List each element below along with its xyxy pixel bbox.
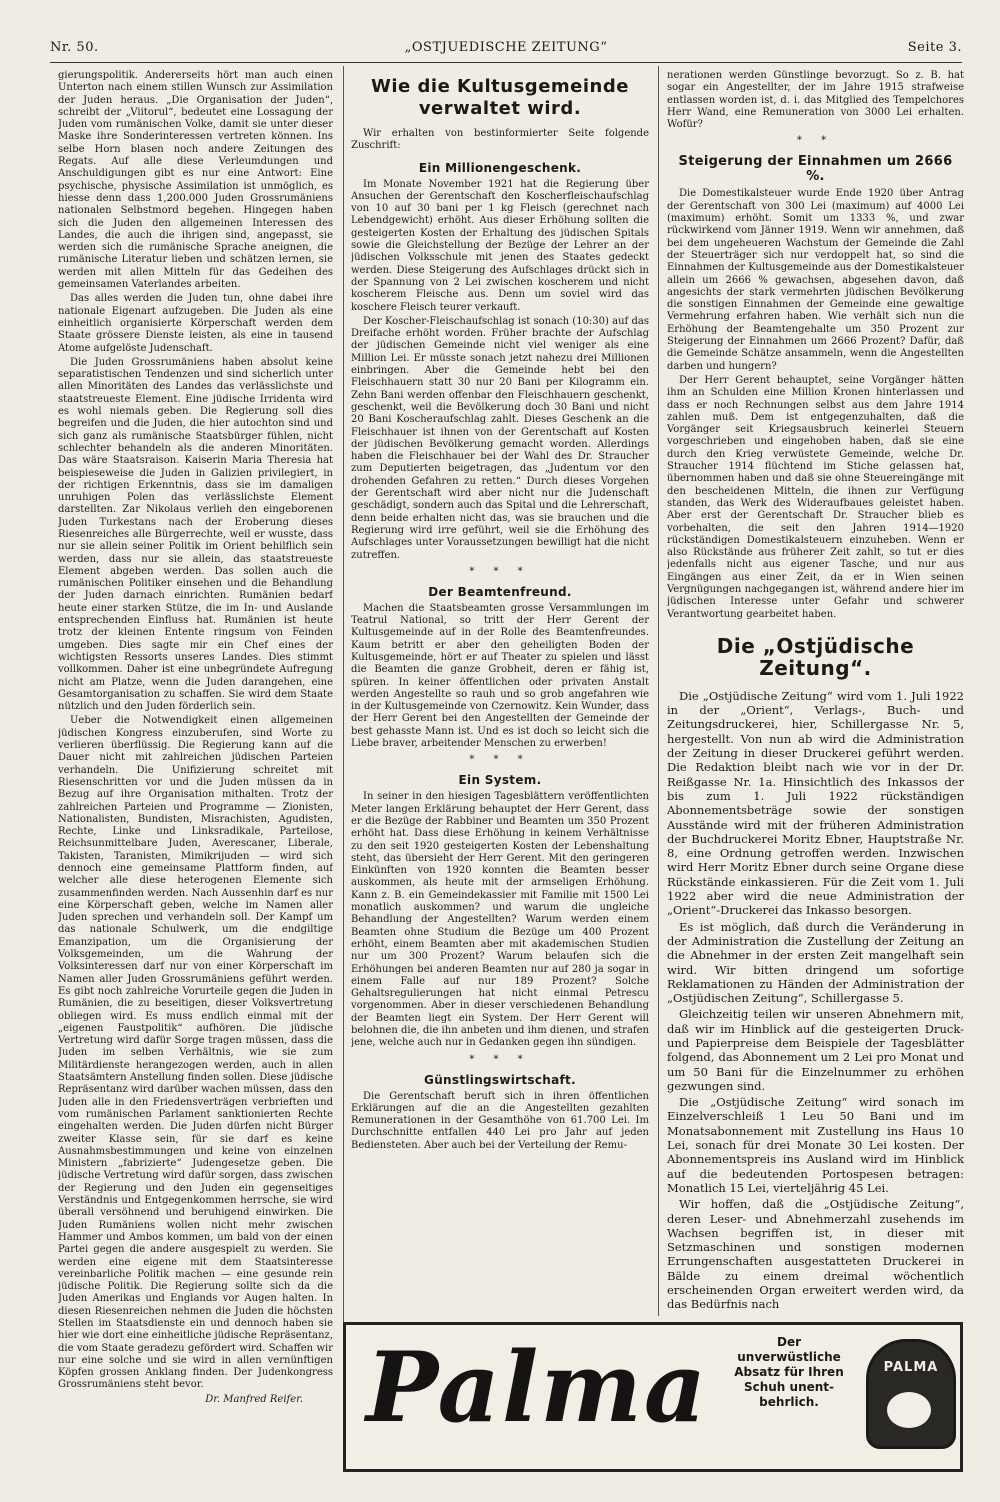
article-paragraph: Der Herr Gerent behauptet, seine Vorgänger hätten ihm an Schulden eine Million Kronen hinterlassen und dass er noch Rechnungen selbst aus dem Jahre 1914 zahlen muß. Dem ist entgegenzuhalten, daß die Vorgänger seit Kriegsausbruch keinerlei Steuern vorgeschrieben und eingehoben haben, daß sie eine durch den Krieg verwüstete Gemeinde, welche Dr. Straucher 1914 flüchtend im Stiche gelassen hat, übernommen haben und daß sie ohne Steuereingänge mit den bescheidenen Mitteln, die ihnen zur Verfügung standen, das Werk des Wideraufbaues geleistet haben. Aber erst der Gerentschaft Dr. Straucher blieb es vorbehalten, die seit den Jahren 1914—1920 rückständigen Domestikalsteuern einzuheben. Wenn er also Rückstände aus früherer Zeit zahlt, so tut er dies jedenfalls nicht aus eigener Tasche, und nur aus Eingängen aus einer Zeit, da er in Wien seinen Vergnügungen nachgegangen ist, während andere hier im jüdischen Interesse unter Gefahr und schwerer Verantwortung gearbeitet haben. (667, 374, 964, 620)
notice-title: Die „Ostjüdische Zeitung“. (716, 633, 915, 680)
article-column-2 (351, 70, 649, 1320)
page-header (50, 40, 962, 62)
notice-paragraph: Gleichzeitig teilen wir unseren Abnehmern mit, daß wir im Hinblick auf die gesteigerten Druck- und Papierpreise dem Beispiele der Tagesblätter folgend, das Abonnement um 2 Lei pro Monat und um 50 Bani für die Einzelnummer zu erhöhen gezwungen sind. (667, 1007, 964, 1093)
article-paragraph: Machen die Staatsbeamten grosse Versammlungen im Teatrul National, so tritt der Herr Gerent der Kultusgemeinde auf in der Rolle des Beamtenfreundes. Kaum betritt er aber den geheiligten Boden der Kultusgemeinde, hört er auf Theater zu spielen und lässt die Beamten die ganze Grobheit, deren er fähig ist, spüren. In keiner öffentlichen oder privaten Anstalt werden Angestellte so rauh und so grob angefahren wie in der Kultusgemeinde von Czernowitz. Kein Wunder, dass der Herr Gerent bei den Angestellten der Gemeinde der best gehasste Mann ist. Und es ist doch so leicht sich die Liebe braver, arbeitender Menschen zu erwerben! (351, 602, 649, 750)
ad-slogan-line: Absatz für Ihren (734, 1365, 844, 1379)
palma-advertisement (343, 1322, 963, 1472)
ad-brand-logo: Palma (366, 1331, 709, 1444)
notice-paragraph: Die „Ostjüdische Zeitung“ wird sonach im Einzelverschleiß 1 Leu 50 Bani und im Monatsabonnement mit Zustellung ins Haus 10 Lei, sonach für drei Monate 30 Lei kosten. Der Abonnementspreis ins Ausland wird im Hinblick auf die bedeutenden Portospesen betragen: Monatlich 15 Lei, vierteljährig 45 Lei. (667, 1095, 964, 1195)
article-intro: Wir erhalten von bestinformierter Seite folgende Zuschrift: (351, 128, 649, 152)
section-heading: Der Beamtenfreund. (428, 584, 572, 599)
section-separator: * * * (469, 754, 531, 766)
article-paragraph: Ueber die Notwendigkeit einen allgemeinen jüdischen Kongress einzuberufen, sind Worte zu verlieren überflüssig. Die Regierung kann auf die Dauer nicht mit zahlreichen jüdischen Parteien verhandeln. Die Unifizierung schreitet mit Riesenschritten vor und die Juden müssen da in Bezug auf ihre Organisation mithalten. Trotz der zahlreichen Parteien und Programme — Zionisten, Nationalisten, Bundisten, Misrachisten, Agudisten, Rechte, Linke und Linksradikale, Parteilose, Reichsunmittelbare Juden, Averescaner, Liberale, Takisten, Taranisten, Mimikrijuden — wird sich dennoch eine gemeinsame Plattform finden, auf welcher alle diese heterogenen Elemente sich zusammenfinden werden. Nach Aussenhin darf es nur eine Körperschaft geben, welche im Namen aller Juden sprechen und verhandeln soll. Der Kampf um das nationale Schulwerk, um die endgiltige Emanzipation, um die Organisierung der Volksgemeinden, um die Wahrung der Volksinteressen darf nur von einer Körperschaft im Namen aller Juden Grossrumäniens geführt werden. Es gibt noch zahlreiche Vorurteile gegen die Juden in Rumänien, die zu beseitigen, dieser Volksvertretung obliegen wird. Es muss endlich einmal mit der „eigenen Faustpolitik“ aufhören. Die jüdische Vertretung wird dafür Sorge tragen müssen, dass die Juden im selben Verhältnis, wie sie zum Militärdienste herangezogen werden, auch in allen Staatsämtern Anstellung finden sollen. Diese jüdische Repräsentanz wird darüber wachen müssen, dass den Juden alle in den Friedensverträgen verbrieften und vom rumänischen Parlament sanktionierten Rechte eingehalten werden. Die Juden dürfen nicht Bürger zweiter Klasse sein, für sie darf es keine Ausnahmsbestimmungen und keine von einzelnen Ministern „fabrizierte“ Judengesetze geben. Die jüdische Vertretung wird dafür sorgen, dass zwischen der Regierung und den Juden ein gegenseitiges Verständnis und Entgegenkommen herrsche, sie wird überall versöhnend und beruhigend einwirken. Die Juden Rumäniens wollen nicht mehr zwischen Hammer und Ambos kommen, um bald von der einen Partei gegen die andere ausgespielt zu werden. Sie werden eine eigene mit dem Staatsinteresse vereinbarliche Politik machen — eine gesunde rein jüdische Politik. Die Regierung sollte sich da die Juden Amerikas und Englands vor Augen halten. In diesen Riesenreichen nehmen die Juden die höchsten Stellen im Staatsdienste ein und dennoch haben sie hier wie dort eine einheitliche jüdische Repräsentanz, die vom Staate geradezu gefördert wird. Schaffen wir nur eine solche und sie wird in allen vernünftigen Köpfen grossen Anklang finden. Der Judenkongress Grossrumäniens steht bevor. (58, 715, 333, 1391)
article-paragraph: gierungspolitik. Andererseits hört man auch einen Unterton nach einem stillen Wunsch zur Assimilation der Juden heraus. „Die Organisation der Juden“, schreibt der „Viitorul“, bedeutet eine Lossagung der Juden vom rumänischen Volke, damit sie unter dieser Maske ihre Sonderinteressen vertreten können. Ins selbe Horn blasen noch andere Zeitungen des Regats. Auf alle diese Verleumdungen und Anschuldigungen gibt es nur eine Antwort: Eine psychische, physische Assimilation ist unmöglich, es hiesse denn dass 1,200.000 Juden Grossrumäniens nationalen Selbstmord begehen. Hingegen haben sich die Juden den allgemeinen Interessen des Landes, die auch die ihrigen sind, angepasst, sie werden sich die rumänische Sprache aneignen, die rumänische Literatur lieben und schätzen lernen, sie werden mit allen Mitteln für das Gedeihen des gemeinsamen Vaterlandes arbeiten. (58, 70, 333, 291)
page-number: Seite 3. (907, 40, 962, 55)
article-column-1 (58, 70, 333, 1430)
heel-badge-icon (866, 1339, 956, 1449)
header-rule (50, 62, 962, 63)
section-heading: Ein Millionengeschenk. (418, 160, 582, 175)
article-paragraph: Im Monate November 1921 hat die Regierung über Ansuchen der Gerentschaft den Koscherfleischaufschlag von 10 auf 30 bani per 1 kg Fleisch (gerechnet nach Lebendgewicht) erhöht. Aus dieser Erhöhung sollten die gesteigerten Kosten der Erhaltung des jüdischen Spitals sowie die Gleichstellung der Bezüge der Lehrer an der jüdischen Volksschule mit jenen des Staates gedeckt werden. Diese Steigerung des Aufschlages drückt sich in der Spannung von 2 Lei zwischen koscherem und nicht koscherem Fleische aus. Denn um soviel wird das koschere Fleisch teurer verkauft. (351, 178, 649, 313)
ad-slogan-line: unverwüstliche (737, 1350, 841, 1364)
section-separator: * * * (469, 1053, 531, 1065)
palm-tree-icon (887, 1392, 931, 1428)
section-heading: Steigerung der Einnahmen um 2666 %. (678, 154, 953, 185)
section-heading: Günstlingswirtschaft. (424, 1072, 576, 1087)
article-paragraph: Der Koscher-Fleischaufschlag ist sonach (10:30) auf das Dreifache erhöht worden. Früher brachte der Aufschlag der jüdischen Gemeinde nicht viel weniger als eine Million Lei. Er müsste sonach jetzt nahezu drei Millionen einbringen. Aber die Gemeinde hebt bei den Fleischhauern statt 30 nur 20 Bani per Kilogramm ein. Zehn Bani werden offenbar den Fleischhauern geschenkt, geschenkt, weil die Bevölkerung doch 30 Bani und nicht 20 Bani Koscheraufschlag zahlt. Dieses Geschenk an die Fleischhauer ist ihnen von der Gerentschaft auf Kosten der jüdischen Bevölkerung gemacht worden. Allerdings haben die Fleischhauer bei der Wahl des Dr. Straucher zum Deputierten beigetragen, das „Judentum vor den drohenden Gefahren zu retten.“ Durch dieses Vorgehen der Gerentschaft wird aber nicht nur die Judenschaft geschädigt, sondern auch das Spital und die Lehrerschaft, denn beide erhalten nicht das, was sie brauchen und die Regierung wird irre geführt, weil sie die Erhöhung des Aufschlages unter Voraussetzungen bewilligt hat die nicht zutreffen. (351, 315, 649, 561)
notice-paragraph: Die „Ostjüdische Zeitung“ wird vom 1. Juli 1922 in der „Orient“, Verlags-, Buch- und Zeitungsdruckerei, hier, Schillergasse Nr. 5, hergestellt. Von nun ab wird die Administration der Zeitung in dieser Druckerei geführt werden. Die Redaktion bleibt nach wie vor in der Dr. Reißgasse Nr. 1a. Hinsichtlich des Inkassos der bis zum 1. Juli 1922 rückständigen Abonnementsbeträge sowie der sonstigen Ausstände wird mit der früheren Administration der Buchdruckerei Moritz Ebner, Hauptstraße Nr. 8, eine Ordnung getroffen werden. Inzwischen wird Herr Moritz Ebner durch seine Organe diese Rückstände einkassieren. Für die Zeit vom 1. Juli 1922 aber wird die neue Administration der „Orient“-Druckerei das Inkasso besorgen. (667, 688, 964, 918)
article-column-3 (667, 70, 964, 1320)
ad-slogan (729, 1335, 849, 1410)
publisher-notice (667, 635, 964, 1312)
column-divider-1 (343, 66, 344, 1436)
article-paragraph: Die Juden Grossrumäniens haben absolut keine separatistischen Tendenzen und sind sicherlich unter allen Minoritäten des Landes das verlässlichste und staatstreueste Element. Eine jüdische Irridenta wird es wohl niemals geben. Die Regierung soll dies begreifen und die Juden, die hier autochton sind und sich ganz als rumänische Staatsbürger fühlen, nicht schlechter behandeln als die anderen Minoritäten. Das wäre Staatsraison. Kaiserin Maria Theresia hat beispieseweise die Juden in Galizien privilegiert, in der richtigen Erkenntnis, dass sie im damaligen unruhigen Polen das verlässlichste Element darstellten. Zar Nikolaus verlieh den eingeborenen Juden Turkestans nach der Eroberung dieses Riesenreiches alle Bürgerrechte, weil er wusste, dass nur sie allein seiner Politik im Orient behilflich sein werden, dass nur sie allein, das staatstreueste Element abgeben werden. Das sollen auch die rumänischen Politiker einsehen und die Behandlung der Juden darnach einrichten. Rumänien bedarf heute einer starken Stütze, die im In- und Auslande entsprechenden Einfluss hat. Rumänien ist heute trotz der kleinen Entente ringsum von Feinden umgeben. Dies sagte mir ein Chef eines der wichtigsten Ressorts unseres Landes. Dies stimmt vollkommen. Daher ist eine unbegründete Aufregung nicht am Platze, wenn die Juden darangehen, eine Gesamtorganisation zu schaffen. Sie wird dem Staate nützlich und den Juden förderlich sein. (58, 356, 333, 713)
column-divider-2 (658, 66, 659, 1316)
notice-paragraph: Wir hoffen, daß die „Ostjüdische Zeitung“, deren Leser- und Abnehmerzahl zusehends im Wachsen begriffen ist, in dieser mit Setzmaschinen und sonstigen modernen Errungenschaften ausgestatteten Druckerei in Bälde zu einem dreimal wöchentlich erscheinenden Organ erweitert werden wird, da das Bedürfnis nach (667, 1197, 964, 1312)
article-title: Wie die Kultusgemeinde verwaltet wird. (371, 76, 629, 119)
article-paragraph: Die Domestikalsteuer wurde Ende 1920 über Antrag der Gerentschaft von 300 Lei (maximum) auf 4000 Lei (maximum) erhöht. Somit um 1333 %, und zwar rückwirkend vom Jänner 1919. Wenn wir annehmen, daß bei dem ungeheueren Wachstum der Gemeinde die Zahl der Steuerträger sich nur verdoppelt hat, so sind die Einnahmen der Kultusgemeinde aus der Domestikalsteuer allein um 2666 % gewachsen, abgesehen davon, daß angesichts der stark vermehrten jüdischen Bevölkerung die sonstigen Einnahmen der Gemeinde eine gewaltige Vermehrung erfahren haben. Wie verhält sich nun die Erhöhung der Beamtengehalte um 350 Prozent zur Steigerung der Einnahmen um 2666 Prozent? Dafür, daß die Gemeinde Schätze ansammeln, wenn die Angestellten darben und hungern? (667, 188, 964, 372)
article-paragraph: In seiner in den hiesigen Tagesblättern veröffentlichten Meter langen Erklärung behauptet der Herr Gerent, dass er die Bezüge der Rabbiner und Beamten um 350 Prozent erhöht hat. Dass diese Erhöhung in keinem Verhältnisse zu den seit 1920 gesteigerten Kosten der Lebenshaltung steht, das übersieht der Herr Gerent. Mit den geringeren Einkünften von 1920 konnten die Beamten besser auskommen, als heute mit der armseligen Erhöhung. Kann z. B. ein Gemeindekassier mit Familie mit 1500 Lei monatlich auskommen? und warum die ungleiche Behandlung der Angestellten? Warum werden einem Beamten ohne Studium die Bezüge um 400 Prozent erhöht, einem Beamten aber mit akademischen Studien nur um 300 Prozent? Warum belaufen sich die Erhöhungen bei anderen Beamten nur auf 280 ja sogar in einem Falle auf nur 189 Prozent? Solche Gehaltsregulierungen hat nicht einmal Petrescu vorgenommen. Aber in dieser verschiedenen Behandlung der Beamten liegt ein System. Der Herr Gerent will belohnen die, die ihn anbeten und ihm dienen, und strafen jene, welche auch nur in Gedanken gegen ihn sündigen. (351, 791, 649, 1049)
ad-slogan-line: Schuh unent- (743, 1380, 835, 1394)
section-separator: * * (796, 135, 835, 147)
ad-slogan-line: Der (776, 1335, 802, 1349)
section-heading: Ein System. (458, 773, 542, 788)
newspaper-title: „OSTJUEDISCHE ZEITUNG“ (404, 40, 608, 55)
article-paragraph: Die Gerentschaft beruft sich in ihren öffentlichen Erklärungen auf die an die Angestellten gezahlten Remunerationen in der Gesamthöhe von 61.700 Lei. Im Durchschnitte entfallen 440 Lei pro Jahr auf jeden Bediensteten. Aber auch bei der Verteilung der Remu- (351, 1090, 649, 1151)
section-separator: * * * (469, 565, 531, 577)
issue-number: Nr. 50. (50, 40, 99, 55)
notice-paragraph: Es ist möglich, daß durch die Veränderung in der Administration die Zustellung der Zeitung an die Abnehmer in der ersten Zeit mangelhaft sein wird. Wir bitten dringend um sofortige Reklamationen zu Händen der Administration der „Ostjüdischen Zeitung“, Schillergasse 5. (667, 919, 964, 1006)
article-paragraph: Das alles werden die Juden tun, ohne dabei ihre nationale Eigenart aufzugeben. Die Juden als eine einheitlich organisierte Körperschaft werden dem Staate grössere Dienste leisten, als eine in tausend Atome aufgelöste Judenschaft. (58, 293, 333, 354)
badge-label: PALMA (883, 1360, 939, 1375)
ad-slogan-line: behrlich. (759, 1395, 819, 1409)
article-paragraph: nerationen werden Günstlinge bevorzugt. So z. B. hat sogar ein Angestellter, der im Jahre 1915 strafweise entlassen worden ist, d. i. das Mitglied des Tempelchores Herr Wand, eine Remuneration von 3000 Lei erhalten. Wofür? (667, 70, 964, 131)
author-signature: Dr. Manfred Reifer. (205, 1393, 303, 1405)
